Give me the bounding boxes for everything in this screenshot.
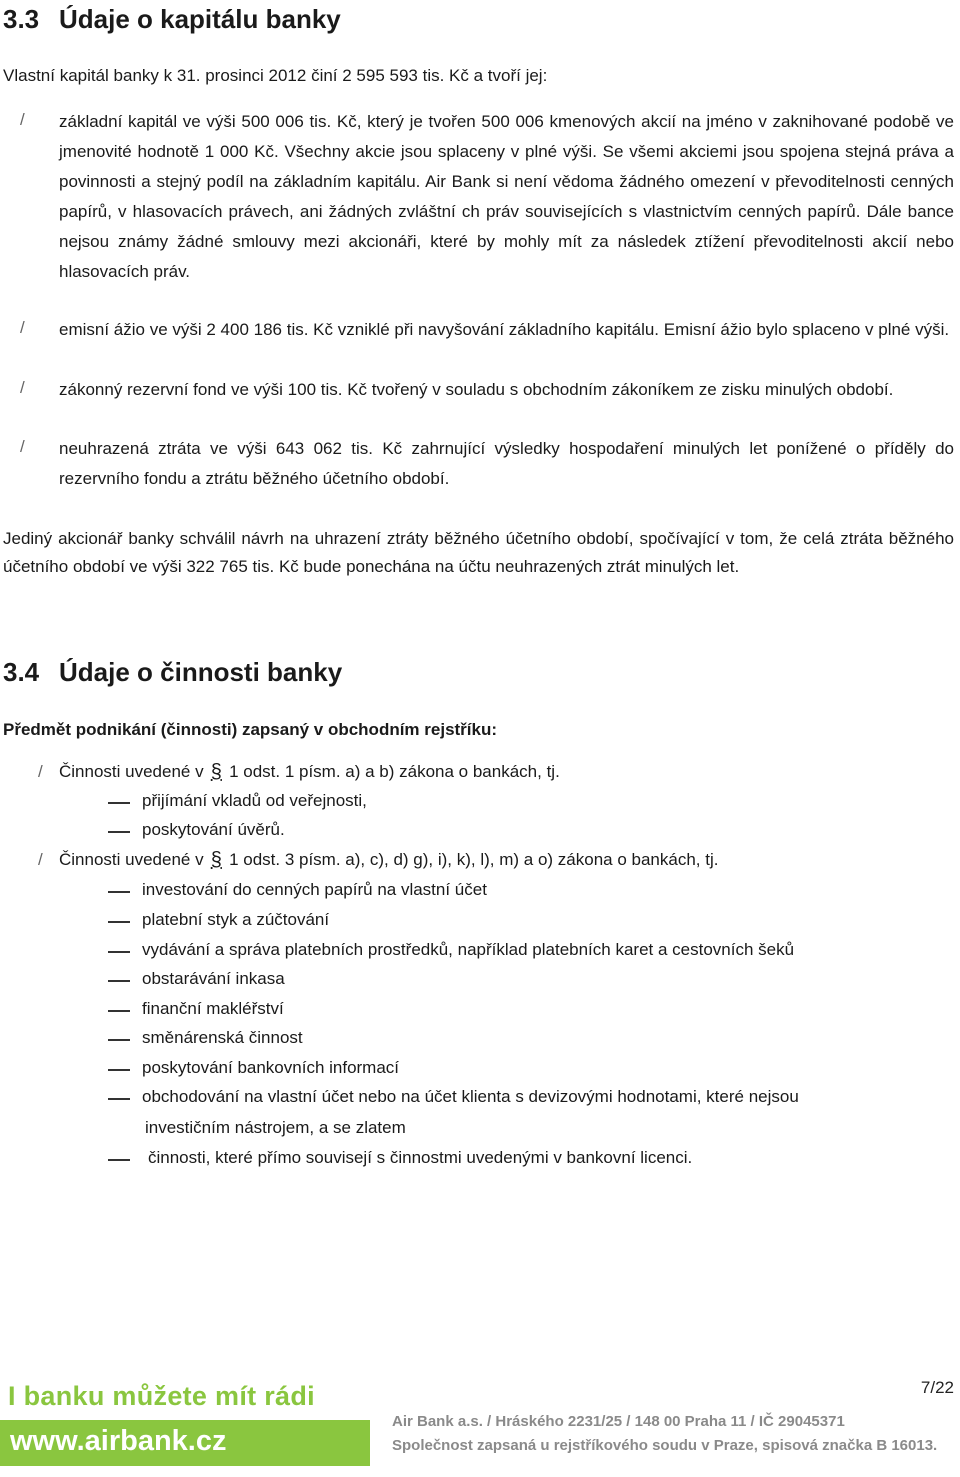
capital-item-uncovered-loss: neuhrazená ztráta ve výši 643 062 tis. Kč zahrnující výsledky hospodaření minulých let ponížené o příděly do rezervního fondu a ztrátu běžného účetního období. <box>59 439 954 488</box>
dash-bullet <box>108 831 130 833</box>
activity-item: poskytování bankovních informací <box>142 1058 400 1077</box>
bullet-slash: / <box>38 762 43 781</box>
page-number: 7/22 <box>920 1378 954 1397</box>
capital-item-reserve-fund: zákonný rezervní fond ve výši 100 tis. Kč tvořený v souladu s obchodním zákoníkem ze zisku minulých období. <box>59 380 894 399</box>
section-heading-3-4 <box>3 657 342 688</box>
activity-item: poskytování úvěrů. <box>142 820 285 839</box>
dash-bullet <box>108 980 130 982</box>
activity-item: činnosti, které přímo souvisejí s činnostmi uvedenými v bankovní licenci. <box>148 1148 693 1167</box>
activities-group-1 <box>59 762 560 782</box>
activity-item: finanční makléřství <box>142 999 284 1018</box>
bullet-slash: / <box>20 437 25 456</box>
activity-item: investování do cenných papírů na vlastní účet <box>142 880 487 899</box>
activity-item: obchodování na vlastní účet nebo na účet klienta s devizovými hodnotami, které nejsou <box>142 1087 799 1106</box>
dash-bullet <box>108 1010 130 1012</box>
bullet-slash: / <box>20 318 25 337</box>
group-prefix: Činnosti uvedené v <box>59 762 204 781</box>
dash-bullet <box>108 802 130 804</box>
footer-registration: Společnost zapsaná u rejstříkového soudu v Praze, spisová značka B 16013. <box>392 1437 938 1454</box>
closing-paragraph: Jediný akcionář banky schválil návrh na uhrazení ztráty běžného účetního období, spočívající v tom, že celá ztráta běžného účetního období ve výši 322 765 tis. Kč bude ponechána na účtu neuhrazených ztrát minulých let. <box>3 529 954 576</box>
activity-item-continuation: investičním nástrojem, a se zlatem <box>145 1118 406 1137</box>
dash-bullet <box>108 1159 130 1161</box>
capital-item-share-premium: emisní ážio ve výši 2 400 186 tis. Kč vzniklé při navyšování základního kapitálu. Emisní ážio bylo splaceno v plné výši. <box>59 320 950 339</box>
group-suffix: 1 odst. 3 písm. a), c), d) g), i), k), l), m) a o) zákona o bankách, tj. <box>229 850 719 869</box>
activities-group-2 <box>59 850 718 870</box>
dash-bullet <box>108 1039 130 1041</box>
dash-bullet <box>108 921 130 923</box>
activity-item: platební styk a zúčtování <box>142 910 330 929</box>
bullet-slash: / <box>20 110 25 129</box>
footer-website-banner <box>0 1420 370 1466</box>
section-number: 3.3 <box>3 4 40 34</box>
dash-bullet <box>108 1098 130 1100</box>
capital-intro: Vlastní kapitál banky k 31. prosinci 2012 činí 2 595 593 tis. Kč a tvoří jej: <box>3 66 548 85</box>
group-suffix: 1 odst. 1 písm. a) a b) zákona o bankách, tj. <box>229 762 560 781</box>
activity-item: přijímání vkladů od veřejnosti, <box>142 791 367 810</box>
footer-address: Air Bank a.s. / Hráského 2231/25 / 148 00 Praha 11 / IČ 29045371 <box>392 1413 845 1430</box>
capital-item-share-capital: základní kapitál ve výši 500 006 tis. Kč, který je tvořen 500 006 kmenových akcií na jméno v zaknihované podobě ve jmenovité hodnotě 1 000 Kč. Všechny akcie jsou splaceny v plné výši. Se všemi akciemi jsou spojena stejná práva a povinnosti a stejný podíl na základním kapitálu. Air Bank si není vědoma žádného omezení v převoditelnosti cenných papírů, v hlasovacích právech, ani žádných zvláštní ch práv souvisejících s vlastnictvím cenných papírů. Dále bance nejsou známy žádné smlouvy mezi akcionáři, které by mohly mít za následek ztížení převoditelnosti akcií nebo hlasovacích práv. <box>59 112 954 281</box>
group-prefix: Činnosti uvedené v <box>59 850 204 869</box>
bullet-slash: / <box>38 850 43 869</box>
section-title: Údaje o kapitálu banky <box>59 4 341 34</box>
activity-item: směnárenská činnost <box>142 1028 303 1047</box>
section-heading-3-3 <box>3 4 341 35</box>
footer-website: www.airbank.cz <box>10 1425 227 1457</box>
section-sign-icon: § <box>210 761 222 783</box>
bullet-slash: / <box>20 378 25 397</box>
section-number: 3.4 <box>3 657 40 687</box>
dash-bullet <box>108 1069 130 1071</box>
section-sign-icon: § <box>210 849 222 871</box>
section-title: Údaje o činnosti banky <box>59 657 343 687</box>
activity-item: obstarávání inkasa <box>142 969 285 988</box>
dash-bullet <box>108 891 130 893</box>
dash-bullet <box>108 951 130 953</box>
footer-slogan: I banku můžete mít rádi <box>8 1381 315 1411</box>
activity-item: vydávání a správa platebních prostředků, například platebních karet a cestovních šeků <box>142 940 795 959</box>
activities-subheading: Předmět podnikání (činnosti) zapsaný v obchodním rejstříku: <box>3 720 498 739</box>
